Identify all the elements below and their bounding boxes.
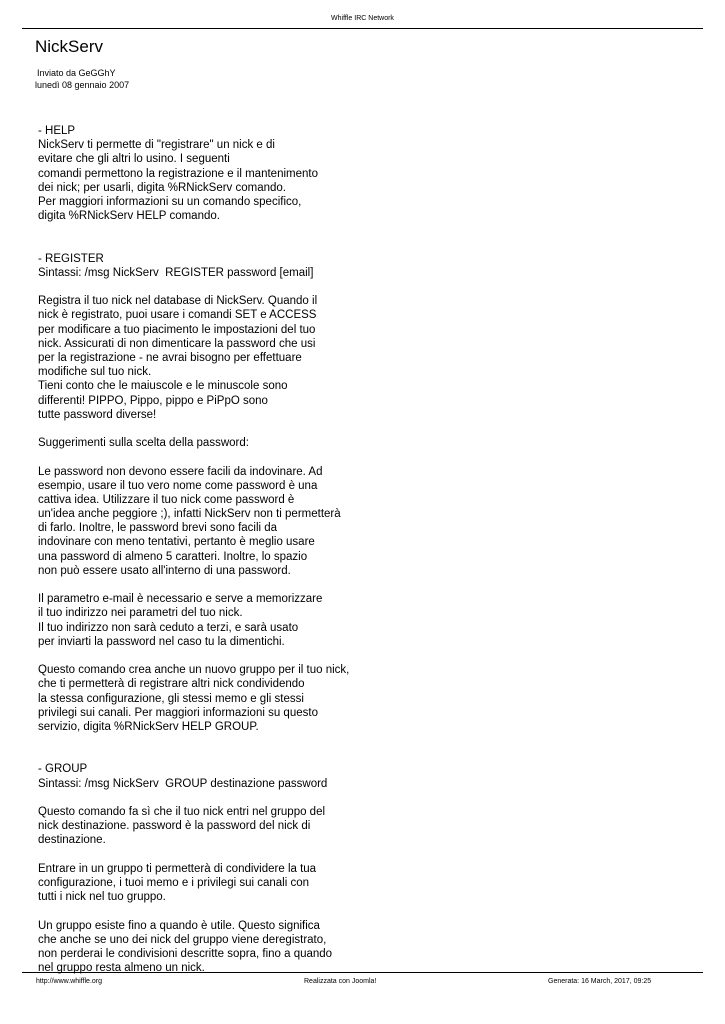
body-line: tutte password diverse! — [38, 408, 157, 421]
body-line: non può essere usato all'interno di una password. — [38, 564, 291, 577]
article-body — [38, 124, 688, 975]
body-line: Questo comando fa sì che il tuo nick entri nel gruppo del — [38, 806, 326, 818]
body-line: Suggerimenti sulla scelta della password: — [38, 437, 249, 450]
body-line: differenti! PIPPO, Pippo, pippo e PiPpO sono — [38, 394, 268, 407]
body-line: destinazione. — [38, 834, 106, 847]
blank-line — [38, 734, 688, 748]
body-line: nick. Assicurati di non dimenticare la password che usi — [38, 337, 316, 350]
body-line: comandi permettono la registrazione e il mantenimento — [38, 167, 318, 180]
footer-powered-by: Realizzata con Joomla! — [304, 978, 377, 985]
blank-line — [38, 748, 688, 762]
body-line: per modificare a tuo piacimento le impostazioni del tuo — [38, 323, 316, 336]
body-line: dei nick; per usarli, digita %RNickServ comando. — [38, 181, 286, 194]
body-line: un'idea anche peggiore ;), infatti NickServ non ti permetterà — [38, 508, 341, 521]
blank-line — [38, 238, 688, 252]
blank-line — [38, 578, 688, 592]
body-line: Registra il tuo nick nel database di NickServ. Quando il — [38, 295, 318, 308]
body-line: la stessa configurazione, gli stessi memo e gli stessi — [38, 692, 304, 705]
author-line: Inviato da GeGGhY — [37, 68, 116, 78]
footer-generated-date: Generata: 16 March, 2017, 09:25 — [548, 978, 652, 985]
body-line: Tieni conto che le maiuscole e le minuscole sono — [38, 380, 288, 393]
body-line: servizio, digita %RNickServ HELP GROUP. — [38, 720, 259, 733]
body-line: evitare che gli altri lo usino. I seguenti — [38, 153, 230, 166]
blank-line — [38, 223, 688, 237]
body-line: nick è registrato, puoi usare i comandi SET e ACCESS — [38, 309, 317, 322]
article-meta — [35, 67, 129, 91]
body-line: il tuo indirizzo nei parametri del tuo nick. — [38, 607, 243, 620]
body-line: Questo comando crea anche un nuovo gruppo per il tuo nick, — [38, 664, 350, 677]
body-line: Il tuo indirizzo non sarà ceduto a terzi, e sarà usato — [38, 621, 299, 634]
blank-line — [38, 450, 688, 464]
blank-line — [38, 848, 688, 862]
body-line: nick destinazione. password è la password del nick di — [38, 820, 311, 833]
body-line: cattiva idea. Utilizzare il tuo nick come password è — [38, 493, 295, 506]
body-line: Per maggiori informazioni su un comando specifico, — [38, 195, 302, 208]
date-line: lunedì 08 gennaio 2007 — [35, 80, 130, 90]
blank-line — [38, 791, 688, 805]
body-line: nel gruppo resta almeno un nick. — [38, 962, 205, 975]
body-line: non perderai le condivisioni descritte sopra, fino a quando — [38, 947, 333, 960]
header-divider — [22, 28, 703, 29]
body-line: Sintassi: /msg NickServ REGISTER password [email] — [38, 266, 314, 279]
body-line: indovinare con meno tentativi, pertanto è meglio usare — [38, 536, 315, 549]
body-line: Entrare in un gruppo ti permetterà di condividere la tua — [38, 862, 317, 875]
article-title: NickServ — [35, 37, 104, 56]
body-line: di farlo. Inoltre, le password brevi sono facili da — [38, 522, 278, 535]
body-line: - GROUP — [38, 763, 88, 776]
body-line: che anche se uno dei nick del gruppo viene deregistrato, — [38, 933, 327, 946]
body-line: Un gruppo esiste fino a quando è utile. Questo significa — [38, 919, 320, 932]
site-header: Whiffle IRC Network — [331, 15, 394, 22]
body-line: digita %RNickServ HELP comando. — [38, 210, 220, 223]
body-line: una password di almeno 5 caratteri. Inoltre, lo spazio — [38, 550, 308, 563]
blank-line — [38, 904, 688, 918]
body-line: per inviarti la password nel caso tu la dimentichi. — [38, 635, 285, 648]
footer-url-link[interactable]: http://www.whiffle.org — [36, 978, 103, 985]
footer-divider — [22, 972, 703, 973]
blank-line — [38, 422, 688, 436]
body-line: configurazione, i tuoi memo e i privilegi sui canali con — [38, 876, 310, 889]
blank-line — [38, 280, 688, 294]
body-line: esempio, usare il tuo vero nome come password è una — [38, 479, 318, 492]
body-line: Le password non devono essere facili da indovinare. Ad — [38, 465, 323, 478]
body-line: privilegi sui canali. Per maggiori informazioni su questo — [38, 706, 318, 719]
blank-line — [38, 649, 688, 663]
body-line: NickServ ti permette di "registrare" un nick e di — [38, 139, 275, 152]
body-line: Sintassi: /msg NickServ GROUP destinazione password — [38, 777, 328, 790]
body-line: - HELP — [38, 125, 76, 137]
body-line: che ti permetterà di registrare altri nick condividendo — [38, 678, 305, 691]
body-line: modifiche sul tuo nick. — [38, 366, 152, 379]
body-line: - REGISTER — [38, 252, 104, 265]
body-line: per la registrazione - ne avrai bisogno per effettuare — [38, 352, 302, 364]
body-line: tutti i nick nel tuo gruppo. — [38, 891, 166, 904]
body-line: Il parametro e-mail è necessario e serve a memorizzare — [38, 593, 323, 606]
